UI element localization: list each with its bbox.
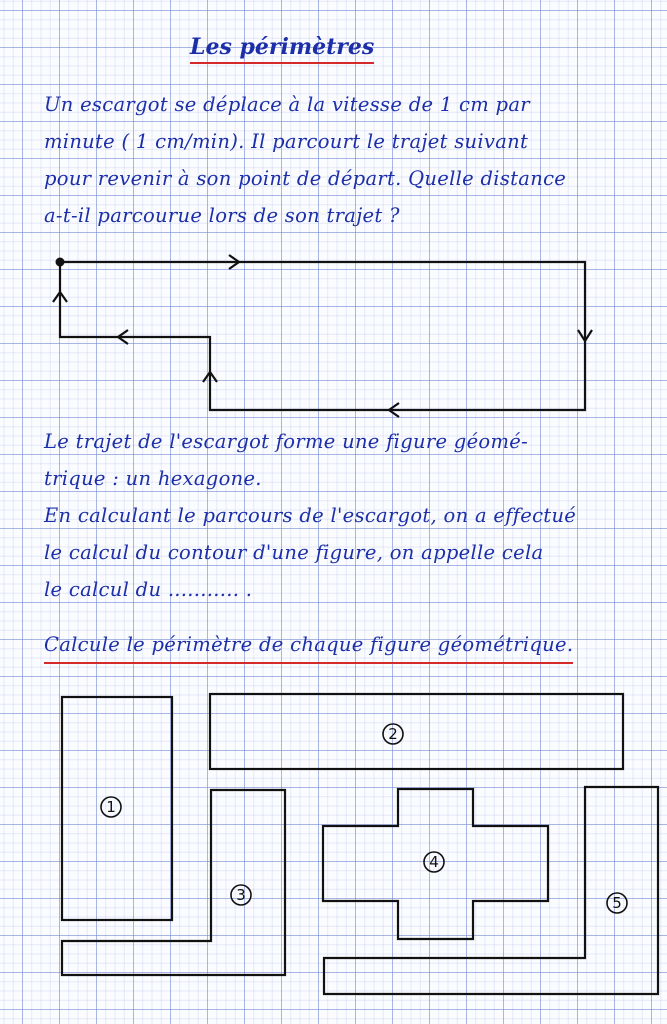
- problem-line: a-t-il parcourue lors de son trajet ?: [44, 204, 400, 227]
- figure-2-shape: [210, 694, 623, 769]
- page-title: Les périmètres: [190, 34, 374, 64]
- start-point-icon: [56, 258, 65, 267]
- exercise-instruction: Calcule le périmètre de chaque figure géométrique.: [44, 630, 573, 664]
- figure-1-label: 1: [106, 798, 116, 816]
- problem-line: minute ( 1 cm/min). Il parcourt le trajet suivant: [44, 130, 529, 153]
- explanation-text: [44, 423, 576, 608]
- explanation-line: En calculant le parcours de l'escargot, on a effectué: [44, 504, 577, 527]
- figure-2-label: 2: [388, 725, 398, 743]
- explanation-line: Le trajet de l'escargot forme une figure géomé-: [44, 430, 528, 453]
- figure-4-label: 4: [429, 853, 439, 871]
- figure-3-shape: [62, 790, 285, 975]
- explanation-line: trique : un hexagone.: [44, 467, 262, 490]
- explanation-line: le calcul du contour d'une figure, on appelle cela: [44, 541, 544, 564]
- figure-5-label: 5: [612, 894, 622, 912]
- snail-path-outline: [60, 262, 585, 410]
- explanation-line: le calcul du ........... .: [44, 578, 253, 601]
- figure-5-shape: [324, 787, 658, 994]
- problem-line: pour revenir à son point de départ. Quelle distance: [44, 167, 567, 190]
- figure-1-shape: [62, 697, 172, 920]
- snail-path: [53, 255, 592, 417]
- problem-line: Un escargot se déplace à la vitesse de 1 cm par: [44, 93, 530, 116]
- figure-3-label: 3: [236, 886, 246, 904]
